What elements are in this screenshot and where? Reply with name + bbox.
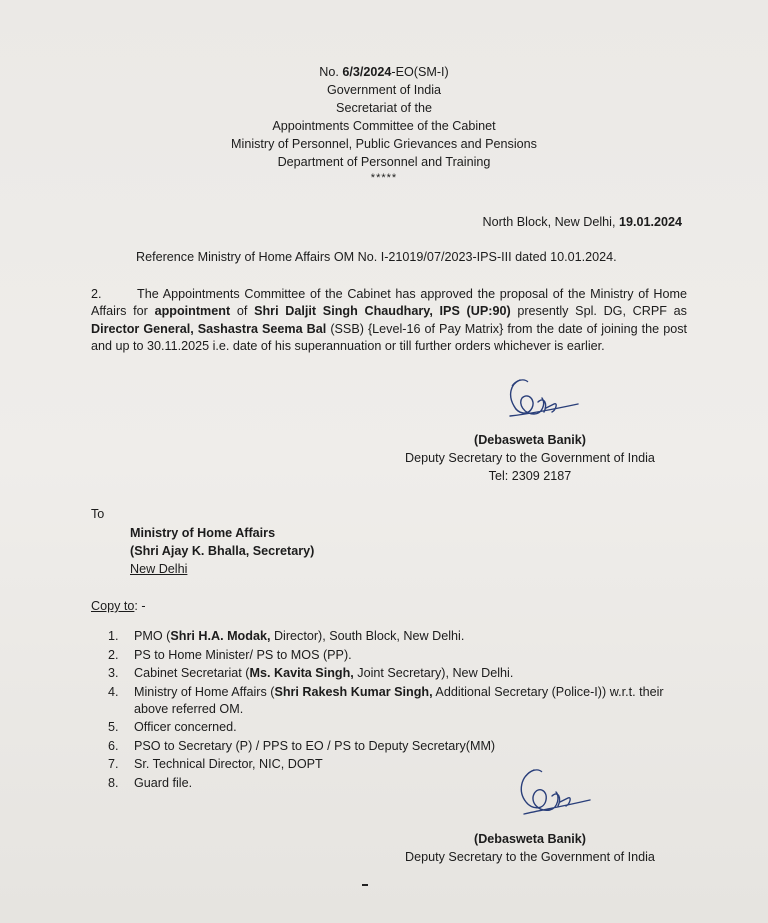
signatory-block-1 [360, 432, 700, 486]
list-item-number: 3. [108, 666, 119, 680]
signatory-designation: Deputy Secretary to the Government of India [405, 850, 655, 864]
list-item [108, 756, 688, 773]
to-label: To [91, 507, 105, 521]
header-line-government: Government of India [326, 83, 442, 97]
header-line-ministry: Ministry of Personnel, Public Grievances and Pensions [231, 137, 537, 151]
signatory-name: (Debasweta Banik) [474, 832, 586, 846]
reference-line: Reference Ministry of Home Affairs OM No. I-21019/07/2023-IPS-III dated 10.01.2024. [136, 250, 617, 264]
list-item-text: Sr. Technical Director, NIC, DOPT [134, 757, 323, 771]
list-item-number: 8. [108, 775, 119, 790]
header-line-department: Department of Personnel and Training [277, 155, 491, 169]
copy-to-heading: Copy to: - [91, 599, 146, 613]
header-line-secretariat: Secretariat of the [336, 101, 432, 115]
addressee-ministry: Ministry of Home Affairs [130, 526, 276, 540]
list-item-number: 5. [108, 720, 119, 734]
signatory-designation: Deputy Secretary to the Government of India [405, 451, 655, 465]
signature-1 [498, 374, 582, 432]
list-item [108, 719, 688, 736]
header-stars: ***** [370, 172, 398, 184]
appointee-name: Shri Daljit Singh Chaudhary, IPS (UP:90) [254, 304, 511, 319]
list-item [108, 775, 688, 792]
signatory-telephone: Tel: 2309 2187 [488, 469, 572, 483]
copy-to-list [108, 628, 688, 793]
document-header [0, 64, 768, 190]
list-item [108, 684, 688, 718]
list-item [108, 628, 688, 645]
addressee-block [130, 525, 530, 579]
page-mark [362, 884, 368, 886]
list-item-number: 2. [108, 647, 119, 662]
list-item-text: PSO to Secretary (P) / PPS to EO / PS to Deputy Secretary(MM) [134, 738, 496, 753]
list-item [108, 665, 688, 682]
list-item [108, 647, 688, 664]
signature-2 [510, 766, 594, 828]
list-item-number: 7. [108, 757, 119, 771]
order-number: No. 6/3/2024-EO(SM-I) [319, 65, 449, 79]
appointed-post: Director General, Sashastra Seema Bal [91, 321, 327, 336]
order-date: 19.01.2024 [618, 215, 682, 229]
list-item-text: Officer concerned. [134, 720, 237, 734]
place-date: North Block, New Delhi, 19.01.2024 [482, 215, 682, 229]
list-item-text: Guard file. [134, 775, 193, 790]
signatory-name: (Debasweta Banik) [474, 433, 586, 447]
list-item-text: PMO (Shri H.A. Modak, Director), South Block, New Delhi. [134, 629, 465, 643]
list-item-number: 4. [108, 684, 119, 699]
list-item-number: 6. [108, 738, 119, 753]
list-item-text: PS to Home Minister/ PS to MOS (PP). [134, 647, 352, 662]
paragraph-number: 2. [91, 287, 102, 301]
header-line-committee: Appointments Committee of the Cabinet [272, 119, 496, 133]
order-paragraph: 2. The Appointments Committee of the Cabinet has approved the proposal of the Ministry of Home Affairs for appointment of Shri Daljit Singh Chaudhary, IPS (UP:90) presently Spl. DG, CRPF as Director General, Sashastra Seema Bal (SSB) {Level-16 of Pay Matrix} from the date of joining the post and up to 30.11.2025 i.e. date of his superannuation or till further orders whichever is earlier. [91, 287, 687, 354]
addressee-officer: (Shri Ajay K. Bhalla, Secretary) [130, 544, 315, 558]
list-item-text: Ministry of Home Affairs (Shri Rakesh Kumar Singh, Additional Secretary (Police-I)) w.r.t. their above referred OM. [134, 684, 664, 716]
list-item-number: 1. [108, 629, 119, 643]
addressee-city: New Delhi [130, 562, 188, 576]
list-item [108, 738, 688, 755]
signatory-block-2 [360, 831, 700, 867]
list-item-text: Cabinet Secretariat (Ms. Kavita Singh, Joint Secretary), New Delhi. [134, 666, 514, 680]
